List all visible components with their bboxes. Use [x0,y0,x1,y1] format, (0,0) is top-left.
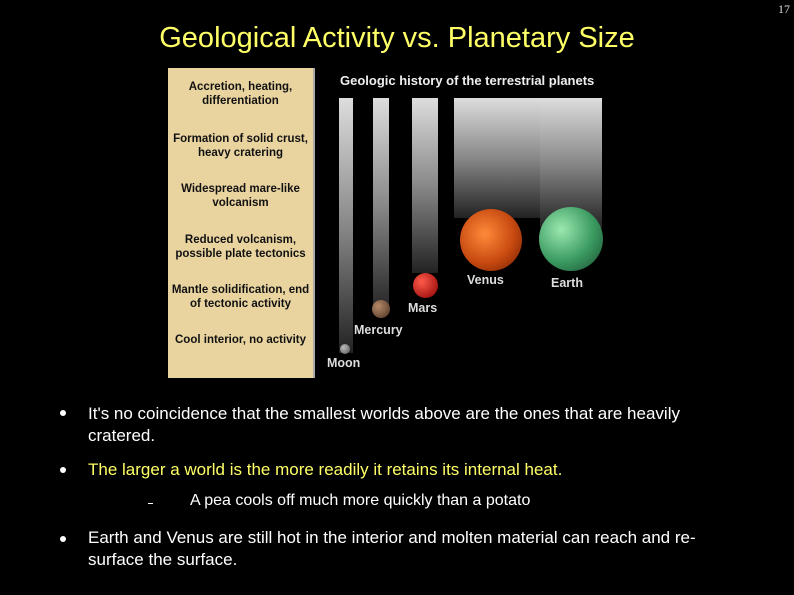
stage-label: Widespread mare-like volcanism [181,183,300,209]
bullet-marker [60,467,66,473]
moon-icon [340,344,350,354]
slide-title: Geological Activity vs. Planetary Size [159,22,635,54]
bullet-3: Earth and Venus are still hot in the interior and molten material can reach and re-surface the surface. [88,528,696,569]
bullet-1: It's no coincidence that the smallest worlds above are the ones that are heavily cratered. [88,404,680,445]
venus-activity-bar [454,98,548,218]
bullet-marker [60,536,66,542]
bullet-marker [60,410,66,416]
venus-icon [460,209,522,271]
stage-label: Accretion, heating, differentiation [188,81,293,107]
page-number: 17 [778,2,790,16]
planet-label-earth: Earth [551,276,583,290]
mars-icon [413,273,438,298]
stage-panel [168,68,315,378]
geologic-history-figure [168,68,630,378]
planet-label-venus: Venus [467,273,504,287]
stage-label: Cool interior, no activity [175,334,306,346]
mars-activity-bar [412,98,438,273]
planet-label-mars: Mars [408,301,438,315]
moon-activity-bar [339,98,353,353]
planet-label-mercury: Mercury [354,323,403,337]
figure-title: Geologic history of the terrestrial planets [340,73,595,88]
sub-bullet: A pea cools off much more quickly than a potato [190,492,531,509]
sub-bullet-marker [148,503,153,504]
stage-label: Formation of solid crust, heavy cratering [173,133,308,159]
earth-icon [539,207,603,271]
planet-label-moon: Moon [327,356,361,370]
mercury-activity-bar [373,98,389,313]
mercury-icon [372,300,390,318]
stage-label: Reduced volcanism, possible plate tectonics [175,234,306,260]
stage-label: Mantle solidification, end of tectonic activity [171,284,310,310]
bullet-2: The larger a world is the more readily it retains its internal heat. [88,460,563,479]
